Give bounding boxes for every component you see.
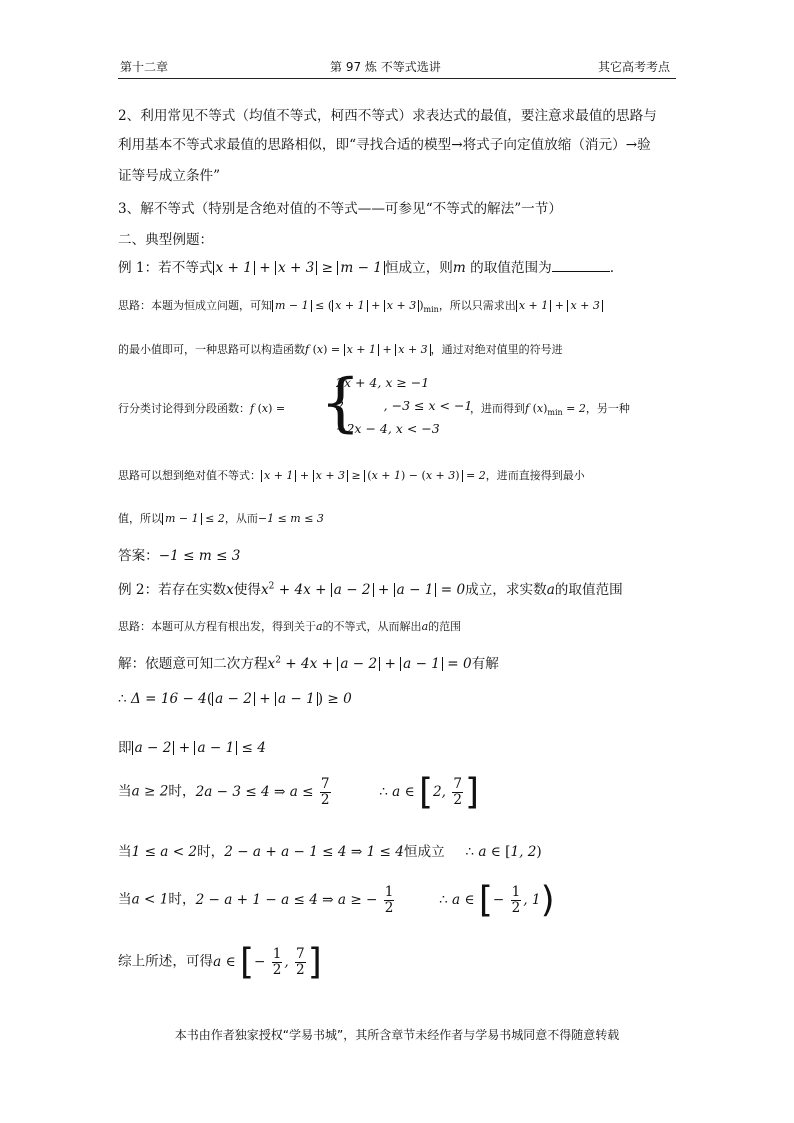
text-line-4: 3、解不等式（特别是含绝对值的不等式——可参见“不等式的解法”一节） bbox=[118, 201, 562, 217]
header-chapter: 第十二章 bbox=[120, 60, 169, 74]
case-a-lt-1: 当a < 1时，2 − a + 1 − a ≤ 4 ⇒ a ≥ − $\frac{1}{2}$ ∴ a ∈ [− $\frac{1}{2}$ , 1) bbox=[118, 879, 555, 920]
idea-2: 思路：本题可从方程有根出发，得到关于a的不等式，从而解出a的范围 bbox=[118, 620, 462, 633]
solution-line-2: ∴ Δ = 16 − 4( a − 2 + a − 1 ) ≥ 0 bbox=[118, 691, 352, 707]
text-line-2: 利用基本不等式求最值的思路相似，即“寻找合适的模型→将式子向定值放缩（消元）→验 bbox=[118, 137, 651, 153]
example-1: 例 1：若不等式 x + 1 + x + 3 ≥ m − 1 恒成立，则m 的取值范围为 . bbox=[118, 260, 615, 276]
text-line-1: 2、利用常见不等式（均值不等式，柯西不等式）求表达式的最值，要注意求最值的思路与 bbox=[118, 108, 657, 124]
conclusion: 综上所述，可得a ∈ [− $\frac{1}{2}$ , $\frac{7}{2}$ ] bbox=[118, 941, 322, 982]
case-1-le-a-lt-2: 当1 ≤ a < 2时，2 − a + a − 1 ≤ 4 ⇒ 1 ≤ 4恒成立 ∴ a ∈ [1, 2) bbox=[118, 844, 542, 860]
idea-line-5: 值，所以 m − 1 ≤ 2，从而−1 ≤ m ≤ 3 bbox=[118, 512, 324, 525]
text-line-3: 证等号成立条件” bbox=[118, 168, 221, 184]
copyright-footer: 本书由作者独家授权“学易书城”，其所含章节未经作者与学易书城同意不得随意转载 bbox=[174, 1028, 620, 1042]
header-topic: 其它高考考点 bbox=[598, 60, 671, 74]
section-heading: 二、典型例题： bbox=[118, 232, 214, 248]
solution-line-1: 解：依题意可知二次方程$x^2 + 4x + a - 2 + a - 1 = 0$有解 bbox=[118, 655, 499, 672]
answer-blank bbox=[552, 259, 610, 272]
header-rule bbox=[118, 78, 676, 79]
example-2: 例 2：若存在实数x使得$x^2 + 4x + a - 2 + a - 1 = 0$成立，求实数a的取值范围 bbox=[118, 581, 623, 598]
answer-1: 答案：−1 ≤ m ≤ 3 bbox=[118, 548, 241, 564]
case-a-ge-2: 当a ≥ 2时，2a − 3 ≤ 4 ⇒ a ≤ $\frac{7}{2}$ ∴ a ∈ [2, $\frac{7}{2}$ ] bbox=[118, 771, 480, 812]
idea-line-1: 思路：本题为恒成立问题，可知 m − 1 ≤ ( x + 1 + x + 3 )$_{min}$，所以只需求出 x + 1 + x + 3 bbox=[118, 297, 603, 314]
idea-line-2: 的最小值即可，一种思路可以构造函数f (x) = x + 1 + x + 3 ，通过对绝对值里的符号进 bbox=[118, 343, 563, 356]
header-lesson-title: 第 97 炼 不等式选讲 bbox=[330, 60, 441, 74]
idea-line-4: 思路可以想到绝对值不等式： x + 1 + x + 3 ≥ (x + 1) − (x + 3) = 2，进而直接得到最小 bbox=[118, 469, 585, 482]
piecewise-cases: 2x + 4, x ≥ −1 2 , −3 ≤ x < −1 −2x − 4, x < −3 bbox=[336, 375, 473, 436]
idea-line-3-tail: ，进而得到f $(x)_{min} = 2$，另一种 bbox=[470, 402, 630, 418]
piecewise-brace: { bbox=[320, 366, 361, 440]
solution-line-3: 即 a − 2 + a − 1 ≤ 4 bbox=[118, 740, 266, 756]
idea-line-3: 行分类讨论得到分段函数：f (x) = bbox=[118, 402, 286, 415]
